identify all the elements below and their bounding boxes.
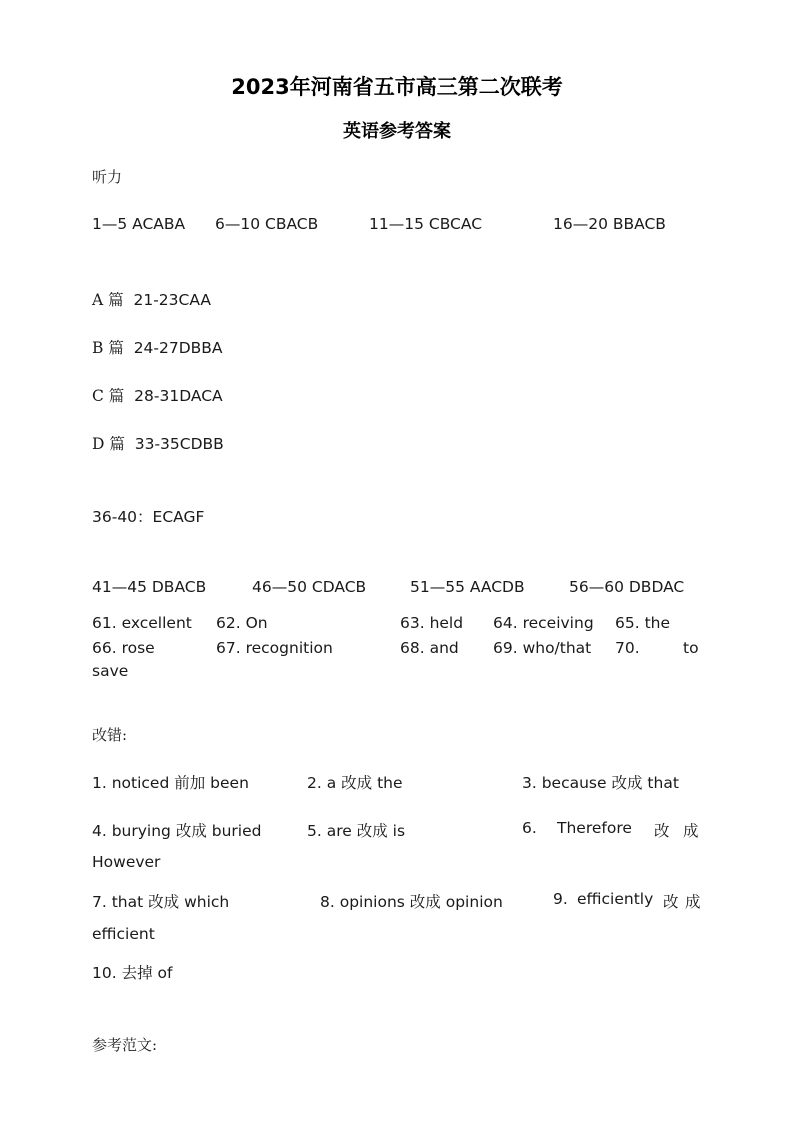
correction-10-number: 10.: [92, 964, 122, 982]
correction-5: [307, 819, 405, 841]
reading-d-label: D 篇: [92, 435, 125, 453]
reading-b-label: B 篇: [92, 339, 124, 357]
correction-4-word: 4. burying: [92, 822, 176, 840]
correction-9-word: efficiently: [577, 890, 654, 908]
correction-9-number: 9.: [553, 890, 568, 908]
page-title: 2023年河南省五市高三第二次联考: [231, 75, 563, 99]
correction-9-action-a: 改: [663, 893, 679, 911]
listening-group-3: 11—15 CBCAC: [369, 215, 483, 233]
grammar-68: 68. and: [400, 639, 459, 657]
correction-10-action: 去掉: [121, 964, 153, 982]
correction-3-action: 改成: [611, 774, 643, 792]
correction-1: [92, 771, 249, 793]
grammar-66: 66. rose: [92, 639, 155, 657]
correction-6-word: Therefore: [557, 819, 632, 837]
correction-8-action: 改成: [409, 893, 441, 911]
correction-8-fix: opinion: [440, 893, 503, 911]
correction-9-action-b: 成: [685, 893, 701, 911]
correction-7-fix: which: [179, 893, 230, 911]
correction-6-action-b: 成: [683, 822, 699, 840]
grammar-65: 65. the: [615, 614, 671, 632]
cloze-group-2: 46—50 CDACB: [252, 578, 367, 596]
grammar-69: 69. who/that: [493, 639, 592, 657]
grammar-70: 70.: [615, 639, 640, 657]
correction-7: [92, 890, 229, 912]
correction-7-action: 改成: [148, 893, 180, 911]
correction-6-number: 6.: [522, 819, 537, 837]
correction-3: [522, 771, 679, 793]
correction-2: [307, 771, 403, 793]
grammar-70-answer-end: save: [92, 662, 129, 680]
reading-c: [92, 384, 223, 406]
listening-group-1: 1—5 ACABA: [92, 215, 186, 233]
correction-5-action: 改成: [356, 822, 388, 840]
correction-9-fix: efficient: [92, 925, 155, 943]
listening-heading: 听力: [92, 168, 123, 186]
correction-4-fix: buried: [206, 822, 262, 840]
correction-8: [320, 890, 503, 912]
correction-5-word: 5. are: [307, 822, 357, 840]
correction-4: [92, 819, 262, 841]
grammar-62: 62. On: [216, 614, 268, 632]
seven-choice-answer: 36-40：ECAGF: [92, 508, 205, 526]
correction-3-word: 3. because: [522, 774, 612, 792]
correction-1-word: 1. noticed: [92, 774, 175, 792]
grammar-64: 64. receiving: [493, 614, 594, 632]
correction-6-action-a: 改: [654, 822, 670, 840]
correction-2-action: 改成: [341, 774, 373, 792]
grammar-70-answer-start: to: [683, 639, 699, 657]
grammar-63: 63. held: [400, 614, 464, 632]
correction-10-fix: of: [152, 964, 173, 982]
listening-group-2: 6—10 CBACB: [215, 215, 319, 233]
correction-1-fix: been: [205, 774, 249, 792]
reading-b: [92, 336, 223, 358]
writing-heading: 参考范文:: [92, 1036, 158, 1054]
reading-d-answer: 33-35CDBB: [134, 435, 224, 453]
correction-2-fix: the: [372, 774, 403, 792]
listening-group-4: 16—20 BBACB: [553, 215, 666, 233]
cloze-group-1: 41—45 DBACB: [92, 578, 207, 596]
reading-d: [92, 432, 224, 454]
grammar-61: 61. excellent: [92, 614, 192, 632]
correction-2-word: 2. a: [307, 774, 342, 792]
grammar-67: 67. recognition: [216, 639, 333, 657]
correction-heading: 改错:: [92, 726, 128, 744]
correction-4-action: 改成: [175, 822, 207, 840]
reading-a-label: A 篇: [92, 291, 124, 309]
reading-b-answer: 24-27DBBA: [133, 339, 223, 357]
page-subtitle: 英语参考答案: [343, 121, 451, 142]
correction-7-word: 7. that: [92, 893, 149, 911]
correction-8-word: 8. opinions: [320, 893, 410, 911]
correction-10: [92, 961, 172, 983]
reading-c-label: C 篇: [92, 387, 125, 405]
correction-3-fix: that: [642, 774, 679, 792]
reading-c-answer: 28-31DACA: [134, 387, 223, 405]
correction-1-action: 前加: [174, 774, 206, 792]
cloze-group-4: 56—60 DBDAC: [569, 578, 685, 596]
cloze-group-3: 51—55 AACDB: [410, 578, 525, 596]
reading-a: [92, 288, 211, 310]
reading-a-answer: 21-23CAA: [133, 291, 211, 309]
correction-5-fix: is: [387, 822, 406, 840]
correction-6-fix: However: [92, 853, 161, 871]
